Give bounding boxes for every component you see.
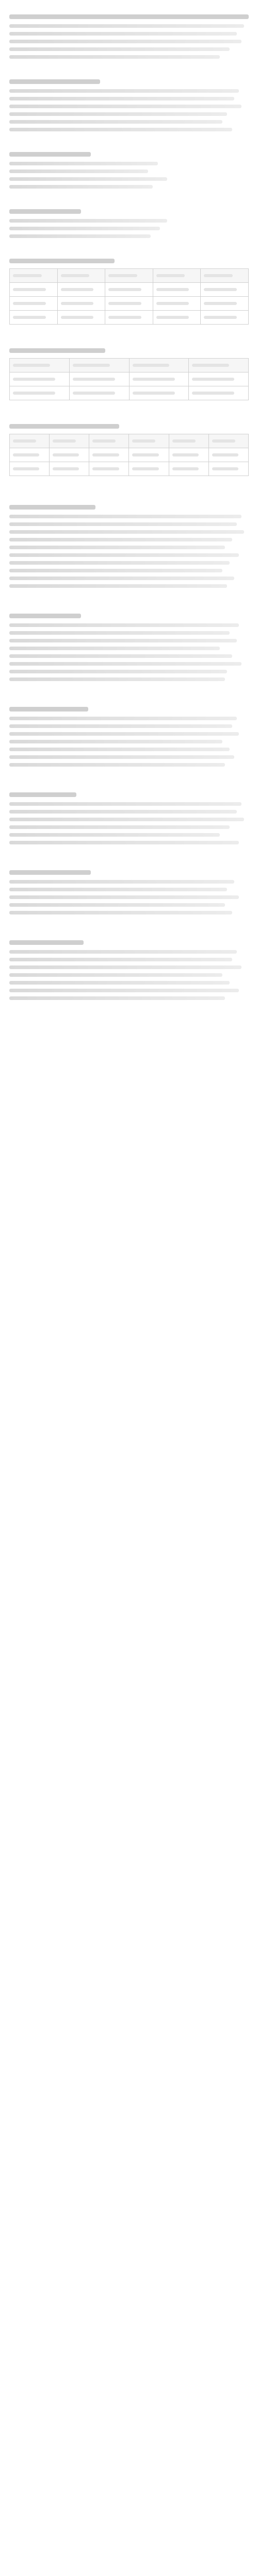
table-cell (89, 448, 129, 462)
table-cell (129, 386, 189, 400)
table-cell (105, 297, 153, 311)
text-line (9, 973, 222, 977)
table-cell (105, 311, 153, 325)
text-line (9, 895, 239, 899)
table-cell (201, 297, 249, 311)
text-line (9, 120, 222, 124)
text-line (9, 740, 222, 743)
text-line (9, 553, 239, 557)
text-line (9, 841, 239, 844)
text-line (9, 670, 227, 673)
text-line (9, 546, 225, 549)
text-line (9, 24, 244, 28)
text-line (9, 162, 158, 165)
table-cell (201, 311, 249, 325)
text-line (9, 538, 232, 541)
table-cell (153, 283, 201, 297)
table-cell (208, 448, 248, 462)
table-cell (153, 297, 201, 311)
table-cell (10, 311, 58, 325)
table-cell (10, 372, 70, 386)
table-cell (10, 297, 58, 311)
table-header-cell (129, 359, 189, 372)
section-title-placeholder (9, 79, 100, 84)
table-cell (57, 297, 105, 311)
table-cell (50, 448, 89, 462)
intro-heading-placeholder (9, 14, 249, 19)
text-line (9, 112, 227, 116)
table-header-cell (189, 359, 249, 372)
section-title-placeholder (9, 152, 91, 157)
text-line (9, 825, 230, 829)
text-line (9, 903, 225, 907)
table-cell (69, 386, 129, 400)
table-cell (57, 283, 105, 297)
table-cell (69, 372, 129, 386)
section-title-placeholder (9, 209, 81, 214)
text-line (9, 631, 230, 635)
text-line (9, 105, 241, 108)
text-line (9, 654, 232, 658)
table-header-cell (208, 434, 248, 448)
text-line (9, 748, 230, 751)
table-header-cell (69, 359, 129, 372)
text-line (9, 234, 151, 238)
text-line (9, 996, 225, 1000)
table-cell (10, 386, 70, 400)
table-header-cell (169, 434, 208, 448)
text-line (9, 97, 234, 100)
text-line (9, 763, 225, 767)
text-line (9, 724, 232, 728)
table-cell (89, 462, 129, 476)
text-line (9, 732, 239, 736)
text-line (9, 911, 232, 914)
text-line (9, 128, 232, 131)
text-line (9, 950, 237, 954)
section-title-placeholder (9, 707, 88, 711)
table-header-cell (153, 269, 201, 283)
text-line (9, 818, 244, 821)
document-content (9, 7, 249, 1004)
text-line (9, 965, 241, 969)
text-line (9, 981, 230, 985)
text-line (9, 647, 220, 650)
text-line (9, 561, 230, 565)
text-line (9, 677, 225, 681)
text-line (9, 522, 237, 526)
table-1 (9, 268, 249, 325)
section-title-placeholder (9, 940, 84, 945)
text-line (9, 577, 234, 580)
table-header-cell (10, 359, 70, 372)
table-cell (10, 448, 50, 462)
text-line (9, 40, 241, 43)
table-header-cell (10, 434, 50, 448)
table-cell (169, 448, 208, 462)
text-line (9, 569, 222, 572)
text-line (9, 55, 220, 59)
text-line (9, 227, 160, 230)
text-line (9, 888, 227, 891)
table-title-placeholder (9, 348, 105, 353)
table-cell (50, 462, 89, 476)
section-title-placeholder (9, 614, 81, 618)
table-cell (129, 462, 169, 476)
table-cell (201, 283, 249, 297)
table-header-cell (105, 269, 153, 283)
table-header-cell (50, 434, 89, 448)
table-header-cell (10, 269, 58, 283)
table-title-placeholder (9, 259, 115, 263)
text-line (9, 989, 239, 992)
text-line (9, 32, 237, 36)
text-line (9, 185, 153, 189)
table-2 (9, 358, 249, 400)
text-line (9, 170, 148, 173)
text-line (9, 755, 234, 759)
text-line (9, 802, 241, 806)
table-cell (10, 283, 58, 297)
text-line (9, 623, 239, 627)
text-line (9, 47, 230, 51)
table-title-placeholder (9, 424, 119, 429)
table-cell (189, 372, 249, 386)
text-line (9, 662, 241, 666)
section-title-placeholder (9, 505, 95, 510)
table-cell (153, 311, 201, 325)
table-header-cell (129, 434, 169, 448)
table-header-cell (89, 434, 129, 448)
table-cell (208, 462, 248, 476)
text-line (9, 880, 234, 884)
table-cell (189, 386, 249, 400)
table-header-cell (57, 269, 105, 283)
text-line (9, 515, 241, 518)
table-cell (57, 311, 105, 325)
text-line (9, 530, 244, 534)
table-cell (129, 448, 169, 462)
text-line (9, 958, 232, 961)
text-line (9, 639, 237, 642)
text-line (9, 833, 220, 837)
table-cell (169, 462, 208, 476)
table-header-cell (201, 269, 249, 283)
text-line (9, 89, 239, 93)
section-title-placeholder (9, 792, 76, 797)
table-3 (9, 434, 249, 476)
text-line (9, 219, 167, 223)
table-cell (105, 283, 153, 297)
text-line (9, 717, 237, 720)
section-title-placeholder (9, 870, 91, 875)
text-line (9, 810, 237, 814)
table-cell (10, 462, 50, 476)
table-cell (129, 372, 189, 386)
text-line (9, 584, 227, 588)
text-line (9, 177, 167, 181)
